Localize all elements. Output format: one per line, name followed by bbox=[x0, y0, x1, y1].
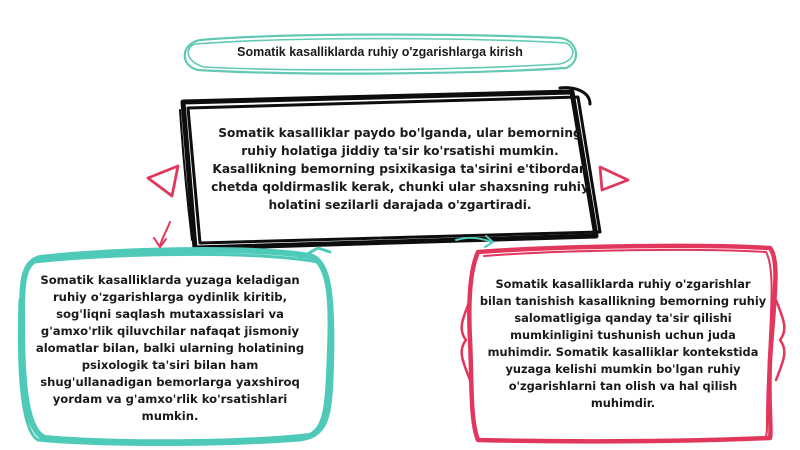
right-box-text: Somatik kasalliklarda ruhiy o'zgarishlar bilan tanishish kasallikning bemorning ruhiy salomatligiga qanday ta'sir qilishi mumkinligini tushunish uchun juda muhimdir. Somatik kasalliklar kontekstida yuzaga kelishi mumkin bo'lgan ruhiy o'zgarishlarni tan olish va hal qilish muhimdir. bbox=[479, 277, 767, 410]
triangle-right bbox=[600, 167, 628, 190]
title-text: Somatik kasalliklarda ruhiy o'zgarishlarga kirish bbox=[237, 45, 523, 59]
arrow-to-left-box bbox=[154, 222, 170, 247]
center-box-text: Somatik kasalliklar paydo bo'lganda, ular bemorning ruhiy holatiga jiddiy ta'sir ko'rsatishi mumkin. Kasallikning bemorning psixikasiga ta'sirini e'tibordan chetda qoldirmaslik kerak, chunki ular shaxsning ruhiy holatini sezilarli darajada o'zgartiradi. bbox=[211, 126, 589, 212]
triangle-left bbox=[148, 166, 178, 196]
left-box-text: Somatik kasalliklarda yuzaga keladigan ruhiy o'zgarishlarga oydinlik kiritib, sog'liqni saqlash mutaxassislari va g'amxo'rlik qiluvchilar nafaqat jismoniy alomatlar bilan, balki ularning holatining psixologik ta'siri bilan ham shug'ullanadigan bemorlarga yaxshiroq yordam va g'amxo'rlik ko'rsatishlari mumkin. bbox=[35, 273, 305, 423]
